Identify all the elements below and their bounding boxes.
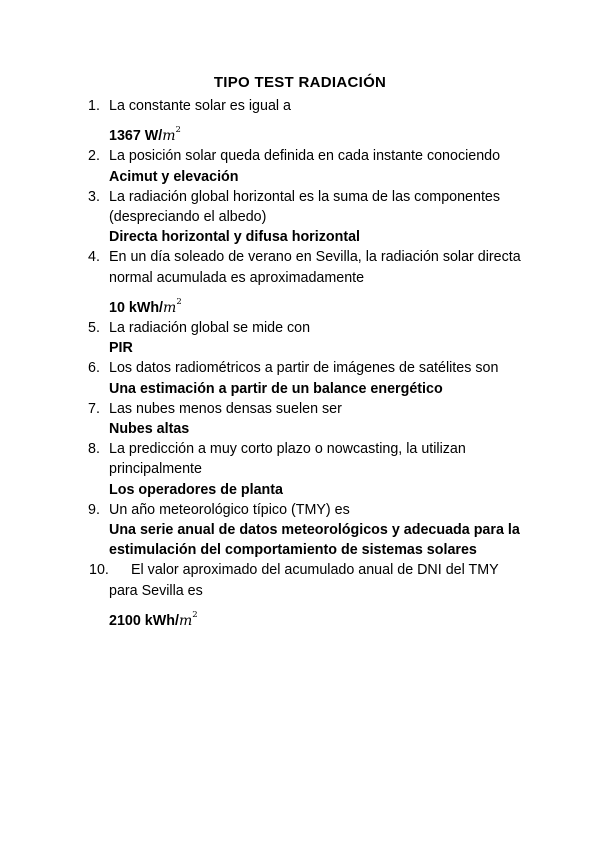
list-item <box>88 146 528 186</box>
page-title: TIPO TEST RADIACIÓN <box>213 74 387 91</box>
unit-symbol: $m^2$ <box>178 609 198 629</box>
list-item <box>88 399 528 439</box>
question-number: 9. <box>88 501 100 518</box>
answer-text: Una estimación a partir de un balance energético <box>109 380 443 397</box>
question-number: 7. <box>88 400 100 417</box>
answer-text <box>109 292 528 318</box>
answer-text: PIR <box>109 340 133 357</box>
question-number: 5. <box>88 320 100 337</box>
question-list <box>88 96 528 631</box>
list-item <box>88 560 528 631</box>
answer-text: Nubes altas <box>109 421 190 438</box>
list-item <box>88 318 528 358</box>
question-text: La posición solar queda definida en cada instante conociendo <box>109 148 501 165</box>
question-number: 3. <box>88 188 100 205</box>
question-number: 4. <box>88 249 100 266</box>
answer-value: 1367 W/ <box>109 128 163 145</box>
question-text: Los datos radiométricos a partir de imágenes de satélites son <box>109 360 499 377</box>
answer-value: 2100 kWh/ <box>109 612 179 629</box>
question-number: 8. <box>88 441 100 458</box>
question-text: El valor aproximado del acumulado anual de DNI del TMY para Sevilla es <box>109 562 499 599</box>
unit-symbol: $m^2$ <box>162 125 181 145</box>
list-item <box>88 500 528 561</box>
question-number: 6. <box>88 360 100 377</box>
list-item <box>88 96 528 146</box>
question-text: Un año meteorológico típico (TMY) es <box>109 501 350 518</box>
question-number: 1. <box>88 98 100 114</box>
list-item <box>88 187 528 248</box>
answer-value: 10 kWh/ <box>109 299 164 316</box>
answer-text: Acimut y elevación <box>109 168 239 185</box>
list-item <box>88 439 528 500</box>
answer-text: Una serie anual de datos meteorológicos y adecuada para la estimulación del comportamiento de sistemas solares <box>109 522 520 559</box>
question-text: La predicción a muy corto plazo o nowcasting, la utilizan principalmente <box>109 441 466 478</box>
list-item <box>88 358 528 398</box>
question-text: La constante solar es igual a <box>109 98 292 114</box>
unit-symbol: $m^2$ <box>163 296 182 316</box>
question-text: Las nubes menos densas suelen ser <box>109 400 342 417</box>
question-number: 10. <box>89 562 109 579</box>
answer-text <box>109 120 528 146</box>
question-text: La radiación global horizontal es la suma de las componentes (despreciando el albedo) <box>109 188 501 226</box>
question-number: 2. <box>88 148 100 165</box>
question-text: La radiación global se mide con <box>109 320 311 337</box>
list-item <box>88 247 528 318</box>
answer-text: Los operadores de planta <box>109 481 283 498</box>
answer-text <box>109 605 528 631</box>
question-text: En un día soleado de verano en Sevilla, la radiación solar directa normal acumulada es aproximadamente <box>109 249 521 286</box>
answer-text: Directa horizontal y difusa horizontal <box>109 229 361 246</box>
